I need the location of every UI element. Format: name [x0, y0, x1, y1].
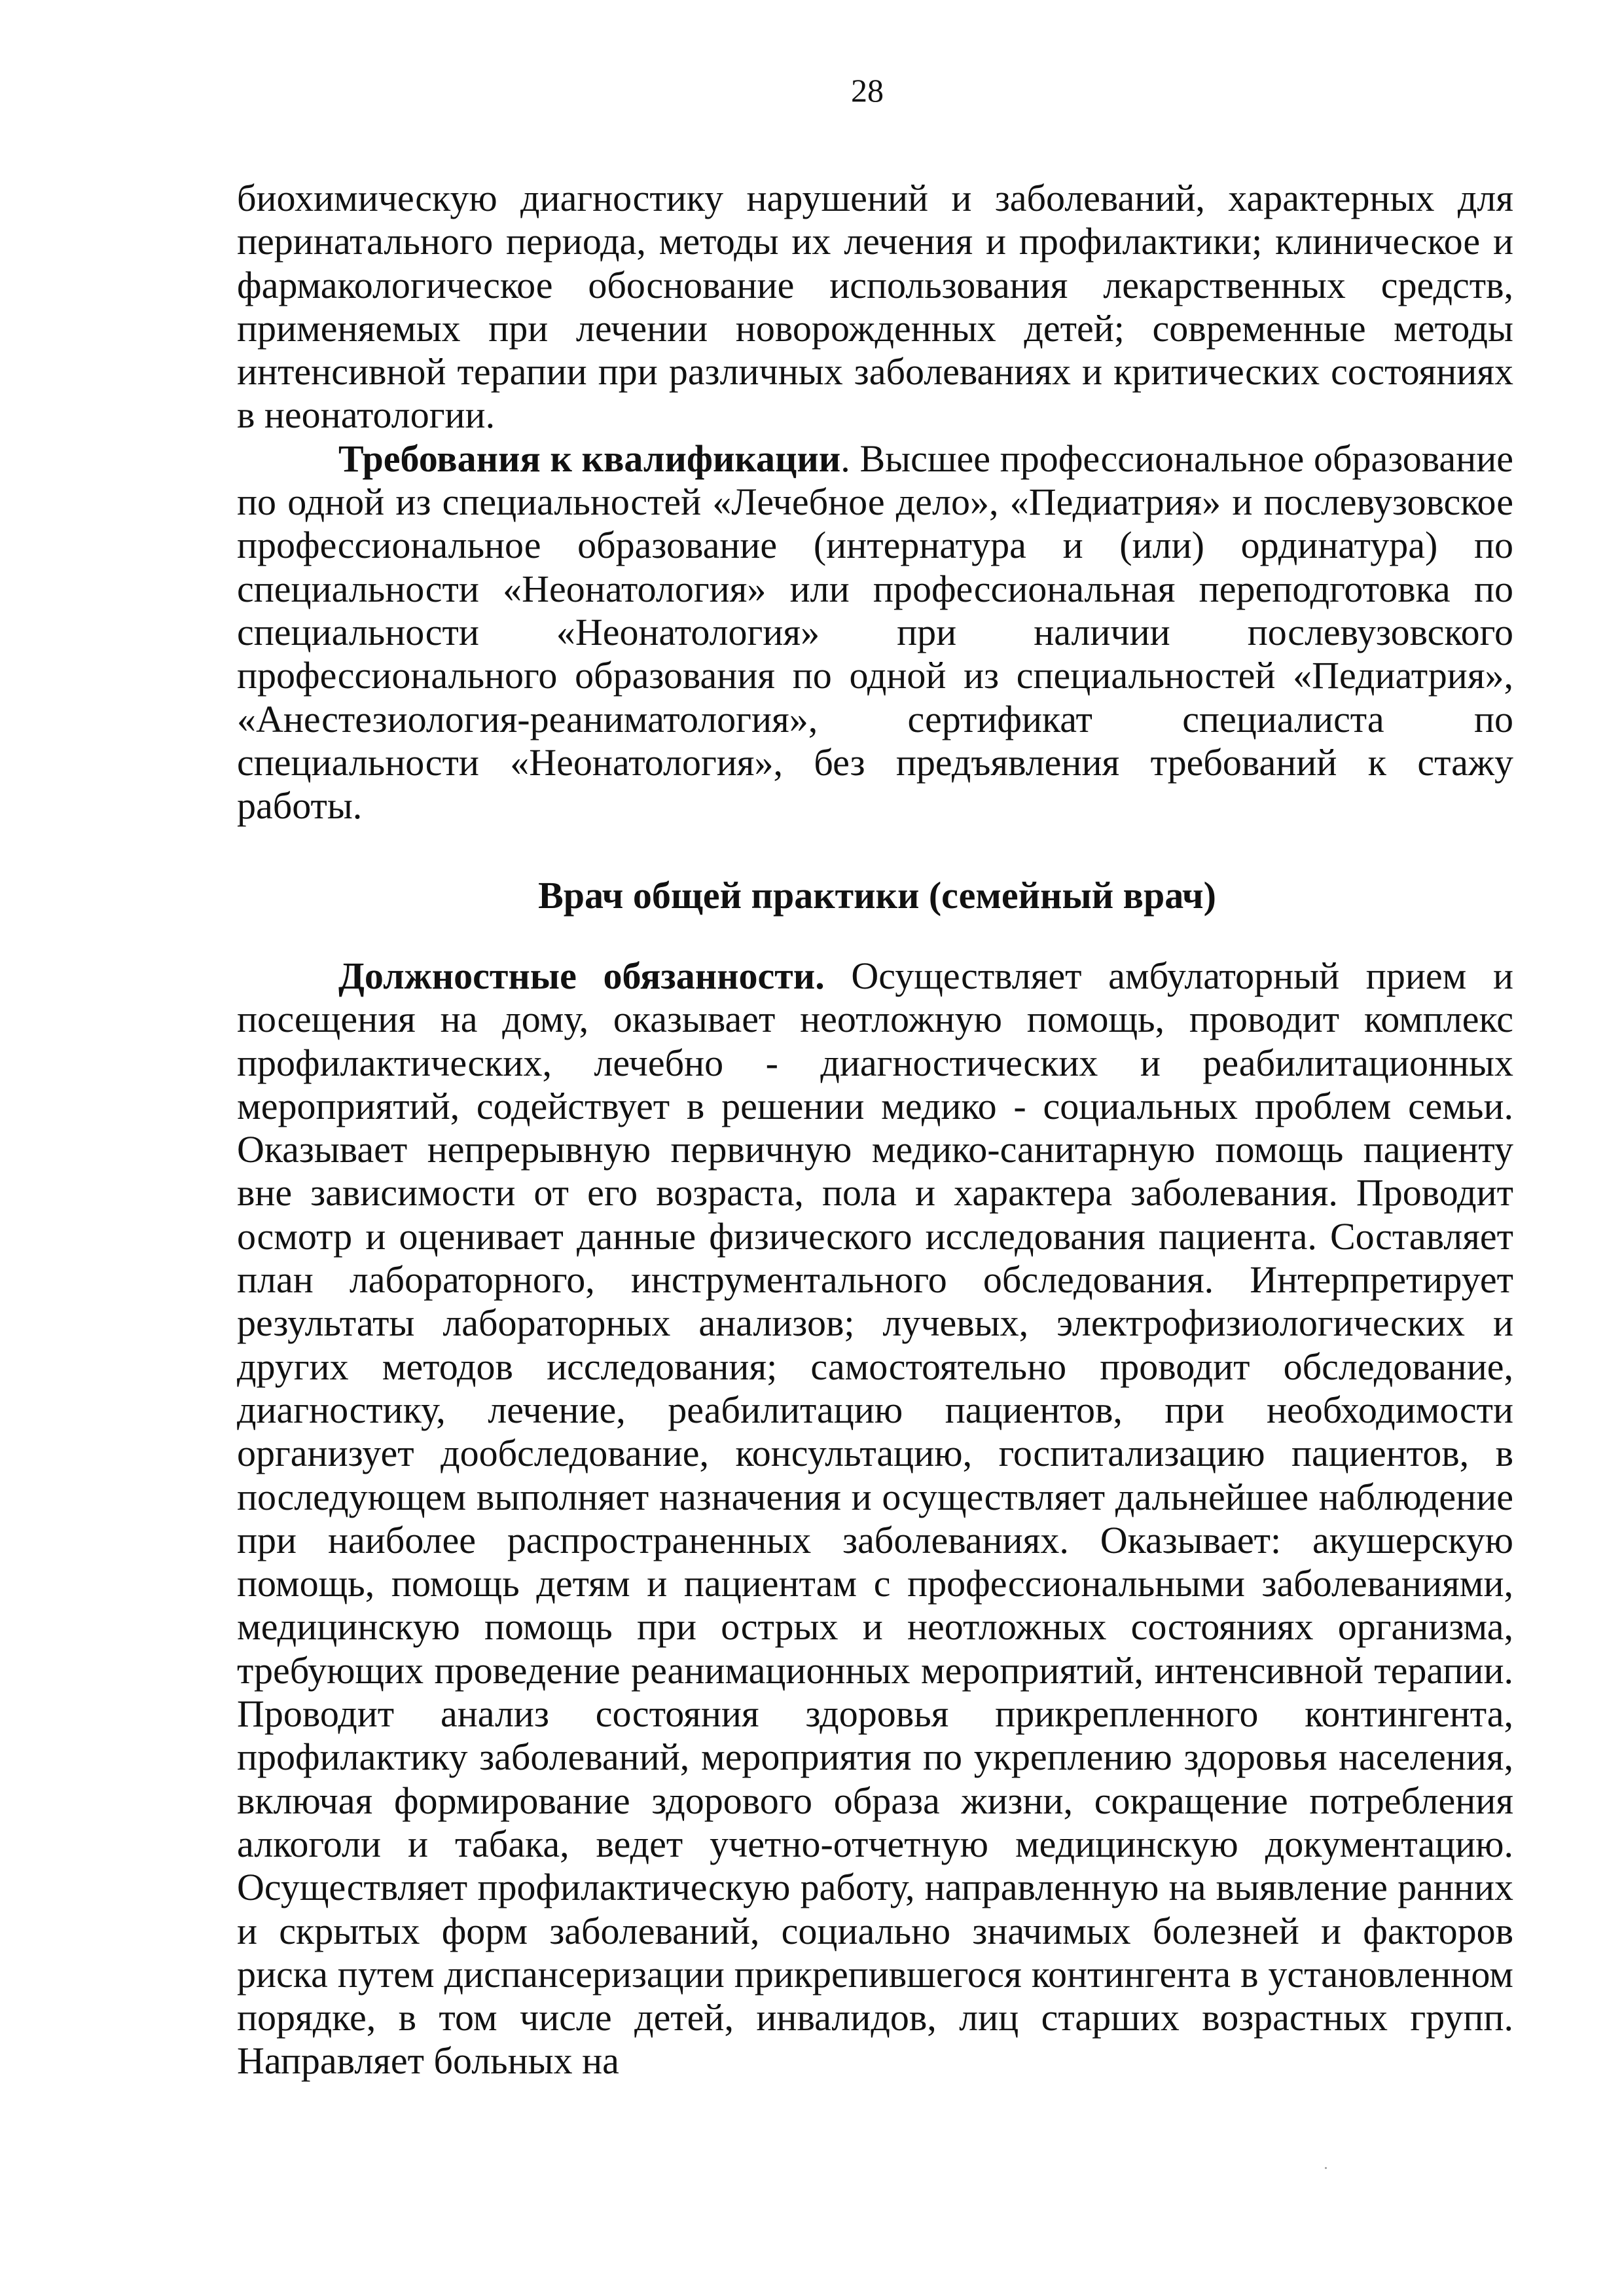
scan-speck	[1325, 2167, 1327, 2169]
duties-label: Должностные обязанности.	[338, 955, 825, 997]
section-heading: Врач общей практики (семейный врач)	[538, 874, 1216, 917]
section-gp-duties	[237, 955, 1513, 2083]
qualification-text: . Высшее профессиональное образование по одной из специальностей «Лечебное дело», «Педиатрия» и послевузовское профессиональное образование (интернатура и (или) ординатура) по специальности «Неонатология» или профессиональная переподготовка по специальности «Неонатология» при наличии послевузовского профессионального образования по одной из специальностей «Педиатрия», «Анестезиология-реаниматология», сертификат специалиста по специальности «Неонатология», без предъявления требований к стажу работы.	[237, 437, 1513, 828]
qualification-label: Требования к квалификации	[338, 437, 841, 480]
duties-paragraph	[237, 955, 1513, 2083]
section-intro	[237, 177, 1513, 828]
duties-text: Осуществляет амбулаторный прием и посещения на дому, оказывает неотложную помощь, проводит комплекс профилактических, лечебно - диагностических и реабилитационных мероприятий, содействует в решении медико - социальных проблем семьи. Оказывает непрерывную первичную медико-санитарную помощь пациенту вне зависимости от его возраста, пола и характера заболевания. Проводит осмотр и оценивает данные физического исследования пациента. Составляет план лабораторного, инструментального обследования. Интерпретирует результаты лабораторных анализов; лучевых, электрофизиологических и других методов исследования; самостоятельно проводит обследование, диагностику, лечение, реабилитацию пациентов, при необходимости организует дообследование, консультацию, госпитализацию пациентов, в последующем выполняет назначения и осуществляет дальнейшее наблюдение при наиболее распространенных заболеваниях. Оказывает: акушерскую помощь, помощь детям и пациентам с профессиональными заболеваниями, медицинскую помощь при острых и неотложных состояниях организма, требующих проведение реанимационных мероприятий, интенсивной терапии. Проводит анализ состояния здоровья прикрепленного контингента, профилактику заболеваний, мероприятия по укреплению здоровья населения, включая формирование здорового образа жизни, сокращение потребления алкоголи и табака, ведет учетно-отчетную медицинскую документацию. Осуществляет профилактическую работу, направленную на выявление ранних и скрытых форм заболеваний, социально значимых болезней и факторов риска путем диспансеризации прикрепившегося контингента в установленном порядке, в том числе детей, инвалидов, лиц старших возрастных групп. Направляет больных на	[237, 955, 1514, 2083]
continuation-paragraph: биохимическую диагностику нарушений и заболеваний, характерных для перинатального периода, методы их лечения и профилактики; клиническое и фармакологическое обоснование использования лекарственных средств, применяемых при лечении новорожденных детей; современные методы интенсивной терапии при различных заболеваниях и критических состояниях в неонатологии.	[237, 177, 1513, 437]
qualification-paragraph	[237, 437, 1513, 828]
page-number: 28	[851, 72, 884, 109]
